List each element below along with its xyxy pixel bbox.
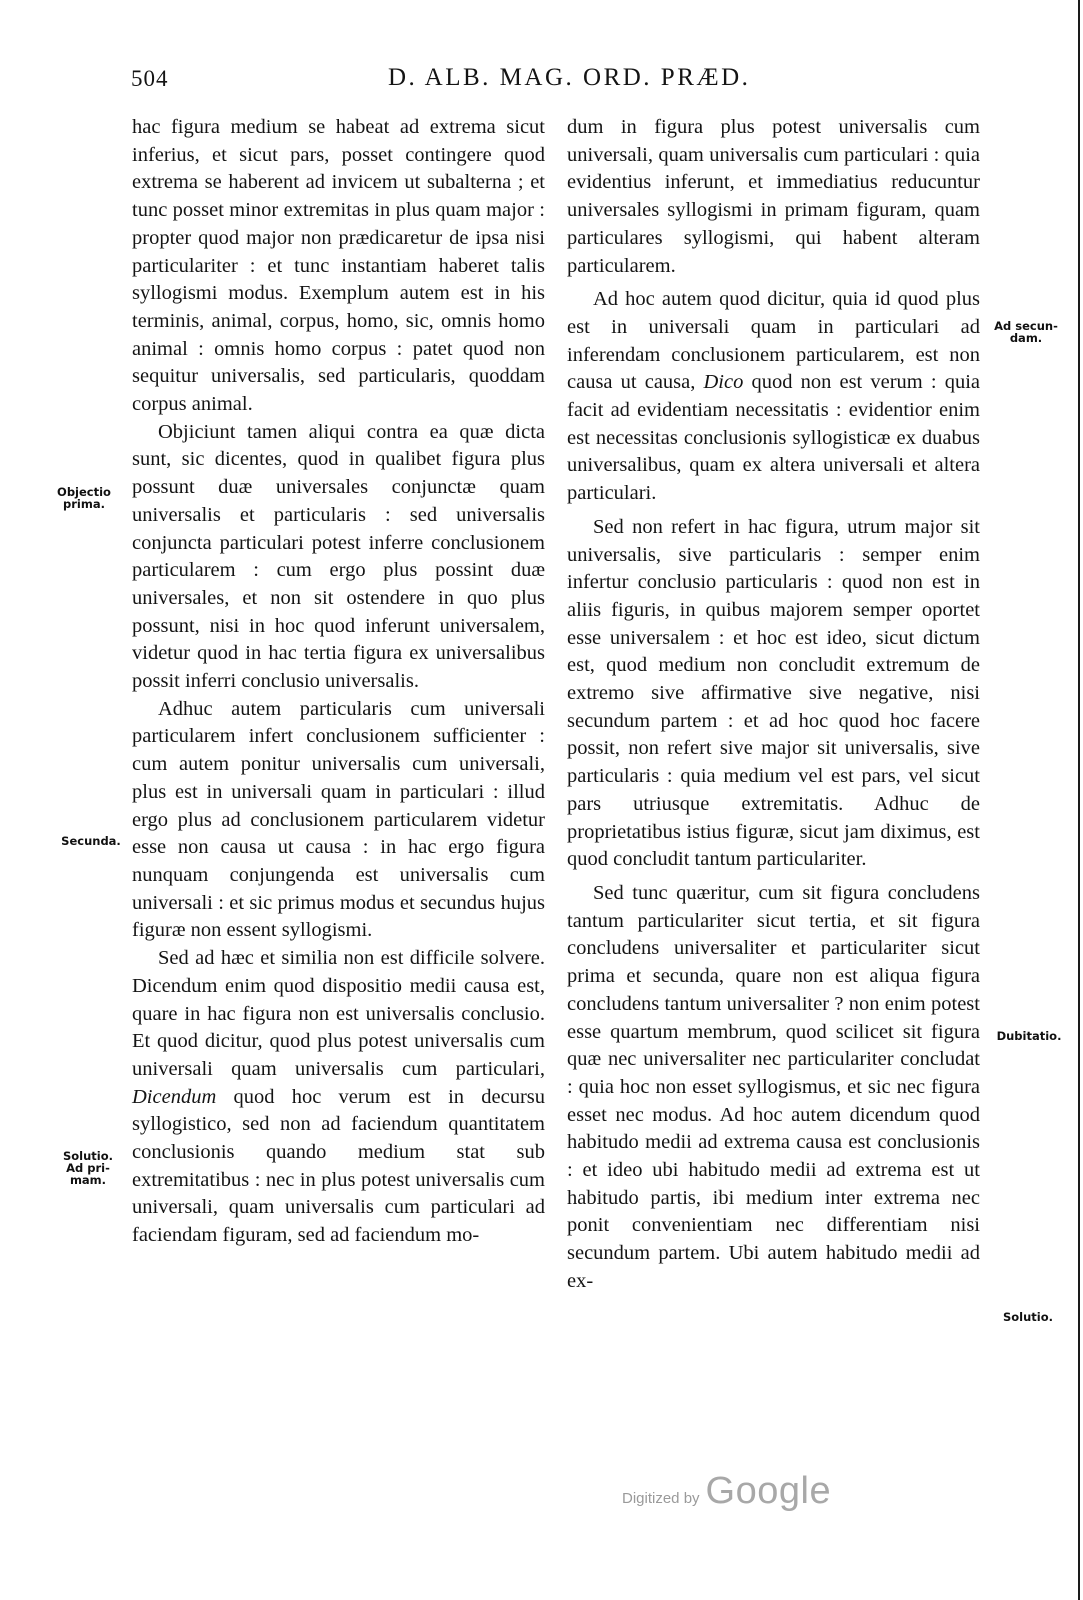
paragraph: Sed non refert in hac figura, utrum major sit universalis, sive particularis : semper enim infertur conclusio particularis : quod non est in aliis figuris, in quibus majorem semper oportet esse universalem : et hoc est ideo, sicut dictum est, quod medium non concludit extremum de extremo sive affirmative sive negative, nisi secundum partem : et ad hoc quod hoc facere possit, non refert sive major sit universalis, sive particularis : quia medium vel est pars, vel sicut pars utriusque extremitatis. Adhuc de proprietatibus istius figuræ, sicut jam diximus, est quod concludit tantum particulariter. [567, 515, 980, 871]
digitized-by-footer [622, 1470, 831, 1513]
digitized-by-label: Digitized by [622, 1490, 700, 1507]
paragraph [567, 286, 980, 508]
paragraph: hac figura medium se habeat ad extrema sicut inferius, et sicut pars, posset contingere quod extrema se haberent ad invicem ut subalterna ; et tunc posset minor extremitas in plus quam major : propter quod major non prædicaretur de ipsa nisi particulariter : et tunc instantiam haberet talis syllogismi modus. Exemplum autem est in his terminis, animal, corpus, homo, sic, omnis homo animal : omnis homo corpus : patet quod non sequitur universalis, sed particularis, quoddam corpus animal. [132, 116, 545, 416]
paragraph: Adhuc autem particularis cum universali particularem infert conclusionem sufficienter : cum autem ponitur universalis cum universali, plus est in universali quam in particulari : illud ergo plus ad conclusionem particularem videtur esse non causa ut causa : in hac ergo figura nunquam conjungenda est universalis cum universali : et sic primus modus et secundus hujus figuræ non essent syllogismi. [132, 697, 545, 942]
paragraph [132, 945, 545, 1250]
text-run: quod hoc verum est in decursu syllogistico, sed non ad faciendum quantitatem conclusionis quando medium stat sub extremitatibus : nec in plus potest universalis cum universali, quam universalis cum particulari ad faciendam figuram, sed ad faciendum mo- [132, 1085, 545, 1247]
page-number: 504 [131, 66, 169, 91]
right-column [567, 114, 980, 1296]
text-run: quod non est verum : quia facit ad evidentiam necessitatis : evidentior enim est necessitas conclusionis syllogisticæ ex duabus universalibus, quam ex altera universali et altera particulari. [567, 371, 980, 505]
margin-note-line: Ad secun- [994, 319, 1058, 333]
margin-note-line: Ad pri- [66, 1161, 110, 1175]
paragraph: Objiciunt tamen aliqui contra ea quæ dicta sunt, sic dicentes, quod in qualibet figura plus possunt duæ universales conjunctæ quam universalis et particularis : sed universalis conjuncta particulari potest inferre conclusionem particularem : cum ergo plus possint duæ universales, et non sit ostendere in quo plus possunt, nisi in hoc quod inferunt universalem, videtur quod in hac tertia figura ex universalibus possit inferri conclusio universalis. [132, 420, 545, 693]
margin-note-objectio-prima [52, 486, 116, 510]
margin-note-line: mam. [69, 1173, 107, 1187]
italic-term: Dico [703, 371, 744, 394]
text-run: Sed ad hæc et similia non est difficile solvere. Dicendum enim quod dispositio medii causa est, quare in hac figura non est universalis conclusio. Et quod dicitur, quod plus potest universalis cum universali quam universalis cum particulari, [132, 947, 545, 1080]
left-column [132, 114, 545, 1250]
running-head: D. ALB. MAG. ORD. PRÆD. [388, 64, 751, 91]
page-edge-line [1078, 0, 1080, 1600]
paragraph: dum in figura plus potest universalis cum universali, quam universalis cum particulari : quia evidentius inferunt, et immediatius reducuntur universales syllogismi in primam figuram, quam particulares syllogismi, qui habent alteram particularem. [567, 116, 980, 277]
margin-note-line: prima. [63, 497, 105, 511]
margin-note-line: dam. [1009, 331, 1043, 345]
margin-note-line: Solutio. [62, 1149, 114, 1163]
margin-note-line: Objectio [57, 485, 111, 499]
text-run: Ad hoc autem quod dicitur, quia id quod plus est in universali quam in particulari ad inferendam conclusionem particularem, est non causa ut causa, [567, 288, 980, 394]
margin-note-solutio-ad-primam [56, 1150, 120, 1186]
margin-note-dubitatio: Dubitatio. [996, 1029, 1062, 1043]
google-logo: Google [705, 1470, 832, 1512]
margin-note-solutio: Solutio. [1002, 1310, 1054, 1324]
italic-term: Dicendum [132, 1085, 217, 1108]
margin-note-secunda: Secunda. [61, 834, 121, 848]
margin-note-ad-secundam [988, 320, 1064, 344]
paragraph: Sed tunc quæritur, cum sit figura concludens tantum particulariter sicut tertia, et sit figura concludens universaliter et particulariter sicut prima et secunda, quare non est aliqua figura concludens tantum universaliter ? non enim potest esse quartum membrum, quod scilicet sit figura quæ nec universaliter nec particulariter concludat : quia hoc non esset syllogismus, et sic nec figura esset nec modus. Ad hoc autem dicendum quod habitudo medii ad extrema causa est conclusionis : et ideo ubi habitudo medii ad extrema est ut habitudo partis, ibi medium inter extrema nec ponit convenientiam nec differentiam nisi secundum partem. Ubi autem habitudo medii ad ex- [567, 881, 980, 1292]
